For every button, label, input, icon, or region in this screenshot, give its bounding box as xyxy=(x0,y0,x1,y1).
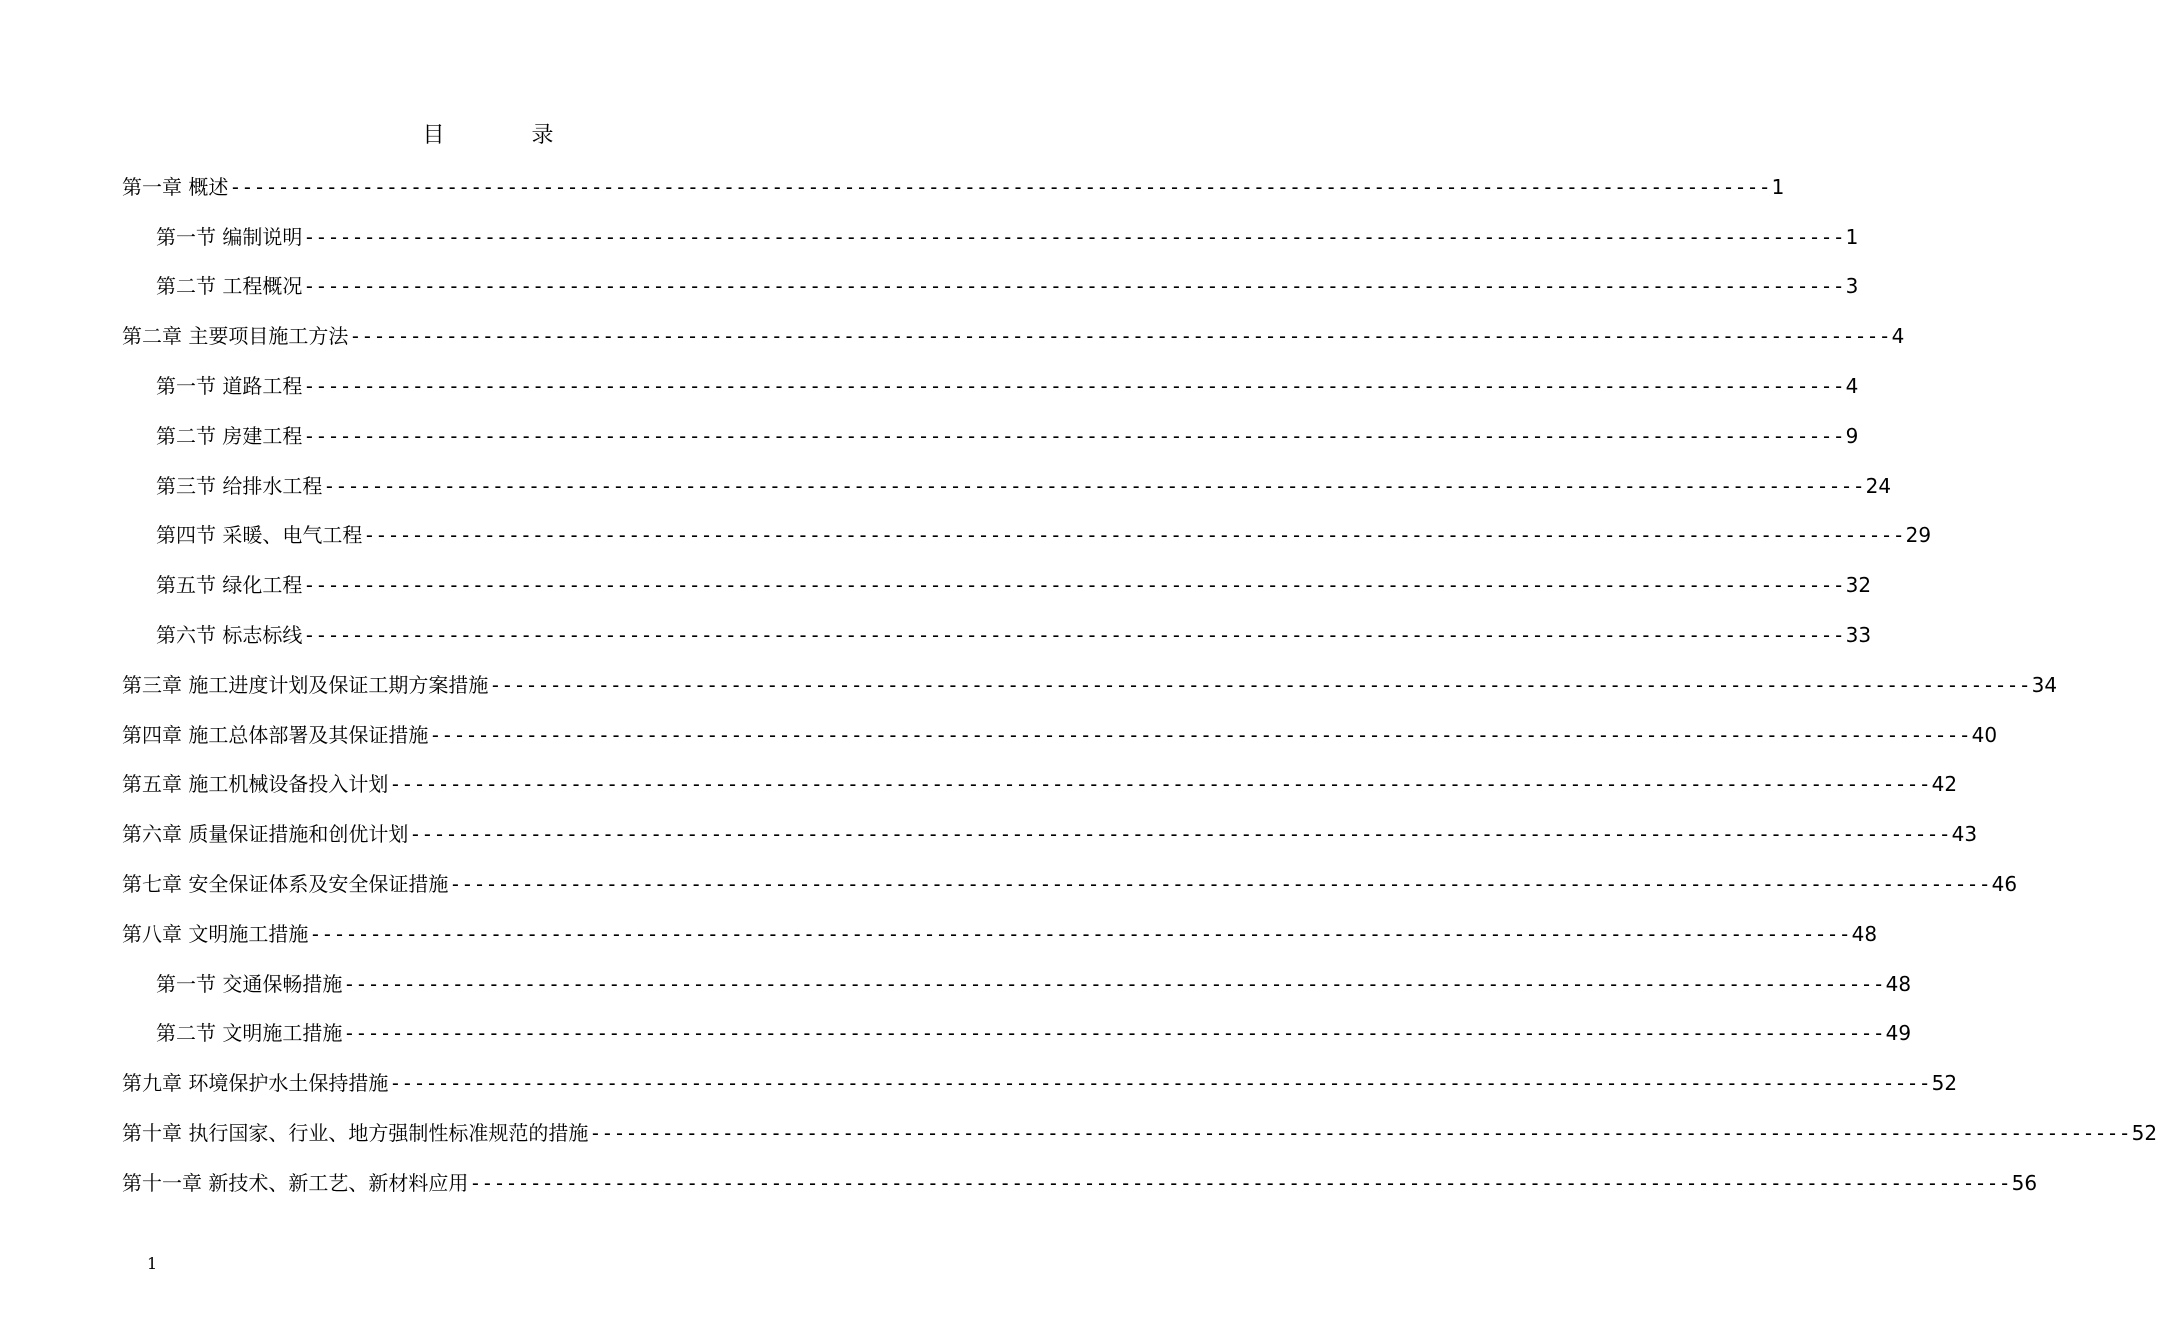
toc-entry-label: 第二章 主要项目施工方法 xyxy=(122,324,349,349)
toc-leader-dashes: -------------------------------------------------------------------------------------------------------------------------------- xyxy=(589,1121,2131,1146)
toc-entry-page: 52 xyxy=(2131,1121,2157,1146)
toc-entry-page: 4 xyxy=(1845,374,1859,399)
toc-entry[interactable] xyxy=(0,162,1785,212)
toc-leader-dashes: -------------------------------------------------------------------------------------------------------------------------------- xyxy=(303,573,1845,598)
toc-entry[interactable] xyxy=(0,411,1859,461)
toc-leader-dashes: -------------------------------------------------------------------------------------------------------------------------------- xyxy=(429,722,1971,747)
toc-entry-page: 3 xyxy=(1845,274,1859,299)
toc-entry-label: 第三节 给排水工程 xyxy=(156,473,323,498)
toc-leader-dashes: -------------------------------------------------------------------------------------------------------------------------------- xyxy=(303,623,1845,648)
toc-entry[interactable] xyxy=(0,461,1892,511)
toc-entry[interactable] xyxy=(0,610,1872,660)
toc-entry-label: 第二节 文明施工措施 xyxy=(156,1021,343,1046)
toc-entry-label: 第二节 工程概况 xyxy=(156,274,303,299)
toc-entry-label: 第十一章 新技术、新工艺、新材料应用 xyxy=(122,1170,469,1195)
toc-entry[interactable] xyxy=(0,361,1859,411)
toc-entry-label: 第一节 编制说明 xyxy=(156,224,303,249)
toc-entry-label: 第二节 房建工程 xyxy=(156,423,303,448)
toc-entry[interactable] xyxy=(0,511,1932,561)
toc-entry-page: 1 xyxy=(1771,174,1785,199)
toc-leader-dashes: -------------------------------------------------------------------------------------------------------------------------------- xyxy=(389,1071,1931,1096)
toc-entry[interactable] xyxy=(0,560,1872,610)
toc-entry-label: 第九章 环境保护水土保持措施 xyxy=(122,1071,389,1096)
toc-leader-dashes: -------------------------------------------------------------------------------------------------------------------------------- xyxy=(449,872,1991,897)
toc-leader-dashes: -------------------------------------------------------------------------------------------------------------------------------- xyxy=(229,174,1771,199)
toc-entry-page: 52 xyxy=(1931,1071,1958,1096)
toc-leader-dashes: -------------------------------------------------------------------------------------------------------------------------------- xyxy=(343,971,1885,996)
toc-entry[interactable] xyxy=(0,909,1878,959)
toc-entry-page: 56 xyxy=(2011,1170,2038,1195)
toc-entry-page: 32 xyxy=(1845,573,1872,598)
toc-entry[interactable] xyxy=(0,1058,1958,1108)
toc-entry-label: 第六节 标志标线 xyxy=(156,623,303,648)
toc-entry-label: 第五节 绿化工程 xyxy=(156,573,303,598)
toc-entry[interactable] xyxy=(0,959,1912,1009)
toc-list xyxy=(0,162,2157,1208)
toc-leader-dashes: -------------------------------------------------------------------------------------------------------------------------------- xyxy=(489,672,2031,697)
toc-entry[interactable] xyxy=(0,760,1958,810)
toc-entry[interactable] xyxy=(0,1158,2038,1208)
toc-entry-label: 第一章 概述 xyxy=(122,174,229,199)
toc-title: 目 录 xyxy=(422,123,594,148)
toc-leader-dashes: -------------------------------------------------------------------------------------------------------------------------------- xyxy=(343,1021,1885,1046)
footer-page-number: 1 xyxy=(147,1254,158,1273)
toc-entry-page: 34 xyxy=(2031,672,2058,697)
toc-entry[interactable] xyxy=(0,660,2058,710)
toc-entry[interactable] xyxy=(0,859,2018,909)
toc-entry[interactable] xyxy=(0,1009,1912,1059)
toc-entry-page: 43 xyxy=(1951,822,1978,847)
toc-leader-dashes: -------------------------------------------------------------------------------------------------------------------------------- xyxy=(303,423,1845,448)
toc-entry-page: 9 xyxy=(1845,423,1859,448)
toc-leader-dashes: -------------------------------------------------------------------------------------------------------------------------------- xyxy=(469,1170,2011,1195)
toc-entry-label: 第七章 安全保证体系及安全保证措施 xyxy=(122,872,449,897)
toc-leader-dashes: -------------------------------------------------------------------------------------------------------------------------------- xyxy=(303,274,1845,299)
toc-entry-page: 49 xyxy=(1885,1021,1912,1046)
toc-entry-page: 29 xyxy=(1905,523,1932,548)
toc-entry-page: 48 xyxy=(1885,971,1912,996)
toc-entry-label: 第一节 道路工程 xyxy=(156,374,303,399)
toc-entry-label: 第四节 采暖、电气工程 xyxy=(156,523,363,548)
toc-entry-page: 4 xyxy=(1891,324,1905,349)
toc-leader-dashes: -------------------------------------------------------------------------------------------------------------------------------- xyxy=(323,473,1865,498)
toc-entry-label: 第五章 施工机械设备投入计划 xyxy=(122,772,389,797)
toc-entry[interactable] xyxy=(0,311,1905,361)
toc-entry[interactable] xyxy=(0,262,1859,312)
toc-leader-dashes: -------------------------------------------------------------------------------------------------------------------------------- xyxy=(349,324,1891,349)
toc-entry-page: 1 xyxy=(1845,224,1859,249)
toc-entry-label: 第十章 执行国家、行业、地方强制性标准规范的措施 xyxy=(122,1121,589,1146)
toc-entry-page: 33 xyxy=(1845,623,1872,648)
toc-entry-label: 第一节 交通保畅措施 xyxy=(156,971,343,996)
toc-entry-label: 第四章 施工总体部署及其保证措施 xyxy=(122,722,429,747)
toc-leader-dashes: -------------------------------------------------------------------------------------------------------------------------------- xyxy=(389,772,1931,797)
toc-entry-page: 46 xyxy=(1991,872,2018,897)
toc-leader-dashes: -------------------------------------------------------------------------------------------------------------------------------- xyxy=(303,374,1845,399)
toc-entry-page: 24 xyxy=(1865,473,1892,498)
toc-leader-dashes: -------------------------------------------------------------------------------------------------------------------------------- xyxy=(309,921,1851,946)
toc-leader-dashes: -------------------------------------------------------------------------------------------------------------------------------- xyxy=(409,822,1951,847)
toc-entry[interactable] xyxy=(0,212,1859,262)
toc-entry[interactable] xyxy=(0,710,1998,760)
toc-leader-dashes: -------------------------------------------------------------------------------------------------------------------------------- xyxy=(303,224,1845,249)
toc-entry-page: 40 xyxy=(1971,722,1998,747)
toc-entry-page: 48 xyxy=(1851,921,1878,946)
toc-entry-label: 第八章 文明施工措施 xyxy=(122,921,309,946)
toc-entry-page: 42 xyxy=(1931,772,1958,797)
toc-entry[interactable] xyxy=(0,809,1978,859)
toc-entry[interactable] xyxy=(0,1108,2157,1158)
toc-entry-label: 第三章 施工进度计划及保证工期方案措施 xyxy=(122,672,489,697)
toc-leader-dashes: -------------------------------------------------------------------------------------------------------------------------------- xyxy=(363,523,1905,548)
toc-entry-label: 第六章 质量保证措施和创优计划 xyxy=(122,822,409,847)
